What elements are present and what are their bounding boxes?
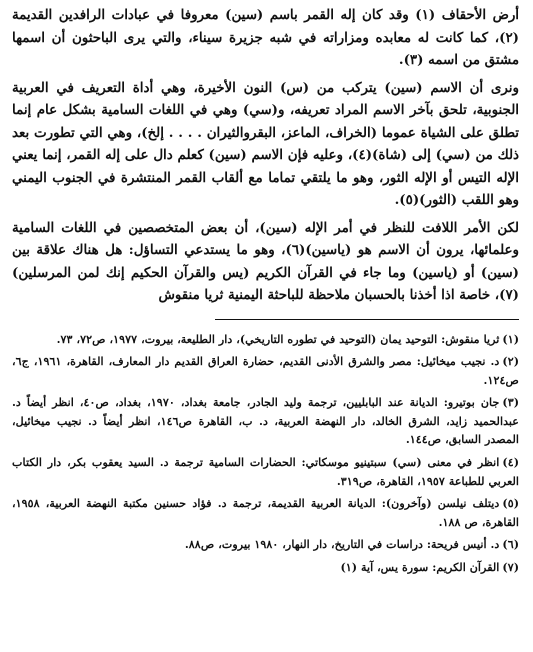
footnote-text: القرآن الكريم: سورة يس، آية (١) xyxy=(340,560,500,575)
footnote-number: (٤) xyxy=(502,455,519,470)
footnotes xyxy=(12,330,519,577)
paragraph-2: ونرى أن الاسم (سين) يتركب من (س) النون الأخيرة، وهي أداة التعريف في العربية الجنوبية، تلحق بآخر الاسم المراد تعريفه، و(سي) وهي في اللغات السامية بشكل عام إنما تطلق على الشياة عموما (الخراف، الماعز، البقروالثيران . . . . إلخ)، وهي التي تطورت بعد ذلك من (سي) إلى (شاة)(٤)، وعليه فإن الاسم (سين) كعلم دال على إله القمر، إنما يعني الإله التيس أو الإله الثور، وهو ما يلتقي تماما مع ألقاب القمر المنتشرة في الجنوب اليمني وهو اللقب (الثور)(٥). xyxy=(12,79,519,208)
footnote-number: (٥) xyxy=(502,496,519,511)
footnote-number: (١) xyxy=(502,331,519,346)
footnote-7 xyxy=(12,558,519,577)
footnote-number: (٢) xyxy=(502,354,519,369)
footnote-text: ديتلف نيلسن (وآخرون): الديانة العربية القديمة، ترجمة د. فؤاد حسنين مكتبة النهضة العربية، ١٩٥٨، القاهرة، ص ١٨٨. xyxy=(12,496,519,529)
footnote-text: انظر في معنى (سي) سبتينيو موسكاتي: الحضارات السامية ترجمة د. السيد يعقوب بكر، دار الكتاب العربي للطباعة ١٩٥٧، القاهرة، ص٣١٩. xyxy=(12,455,519,488)
paragraph-1: أرض الأحقاف (١) وقد كان إله القمر باسم (سين) معروفا في عبادات الرافدين القديمة (٢)، كما كانت له معابده ومزاراته في شبه جزيرة سيناء، والتي يرى الباحثون أن اسمها مشتق من اسمه (٣). xyxy=(12,7,520,68)
footnote-number: (٦) xyxy=(502,537,519,552)
footnote-4 xyxy=(12,453,519,490)
footnote-divider xyxy=(215,319,519,320)
footnote-5 xyxy=(12,494,519,531)
footnote-3 xyxy=(12,393,519,449)
footnote-2 xyxy=(12,352,519,389)
footnote-text: د. نجيب ميخائيل: مصر والشرق الأدنى القديم، حضارة العراق القديم دار المعارف، القاهرة، ١٩٦١، ج٦، ص١٢٤. xyxy=(12,354,519,387)
footnote-text: ثريا منقوش: التوحيد يمان (التوحيد في تطوره التاريخي)، دار الطليعة، بيروت، ١٩٧٧، ص٧٢، ٧٣. xyxy=(56,331,500,346)
footnote-number: (٣) xyxy=(502,395,519,410)
paragraph-3: لكن الأمر اللافت للنظر في أمر الإله (سين)، أن بعض المتخصصين في اللغات السامية وعلمائها، يرون أن الاسم هو (ياسين)(٦)، وهو ما يستدعي التساؤل: هل هناك علاقة بين (سين) أو (ياسين) وما جاء في القرآن الكريم (يس والقرآن الحكيم إنك لمن المرسلين)(٧)، خاصة اذا أخذنا بالحسبان ملاحظة للباحثة اليمنية ثريا منقوش xyxy=(12,219,519,303)
main-text xyxy=(12,4,519,307)
footnote-number: (٧) xyxy=(502,560,519,575)
footnote-1 xyxy=(12,330,519,349)
footnote-text: د. أنيس فريحة: دراسات في التاريخ، دار النهار، ١٩٨٠ بيروت، ص٨٨. xyxy=(184,537,500,552)
footnote-6 xyxy=(12,535,519,554)
footnote-text: جان بوتيرو: الديانة عند البابليين، ترجمة وليد الجادر، جامعة بغداد، ١٩٧٠، بغداد، ص٤٠، انظر أيضاً د. عبدالحميد زايد، الشرق الخالد، دار النهضة العربية، د. ب، القاهرة ص١٤٦، انظر أيضاً د. نجيب ميخائيل، المصدر السابق، ص١٤٤. xyxy=(12,395,519,447)
